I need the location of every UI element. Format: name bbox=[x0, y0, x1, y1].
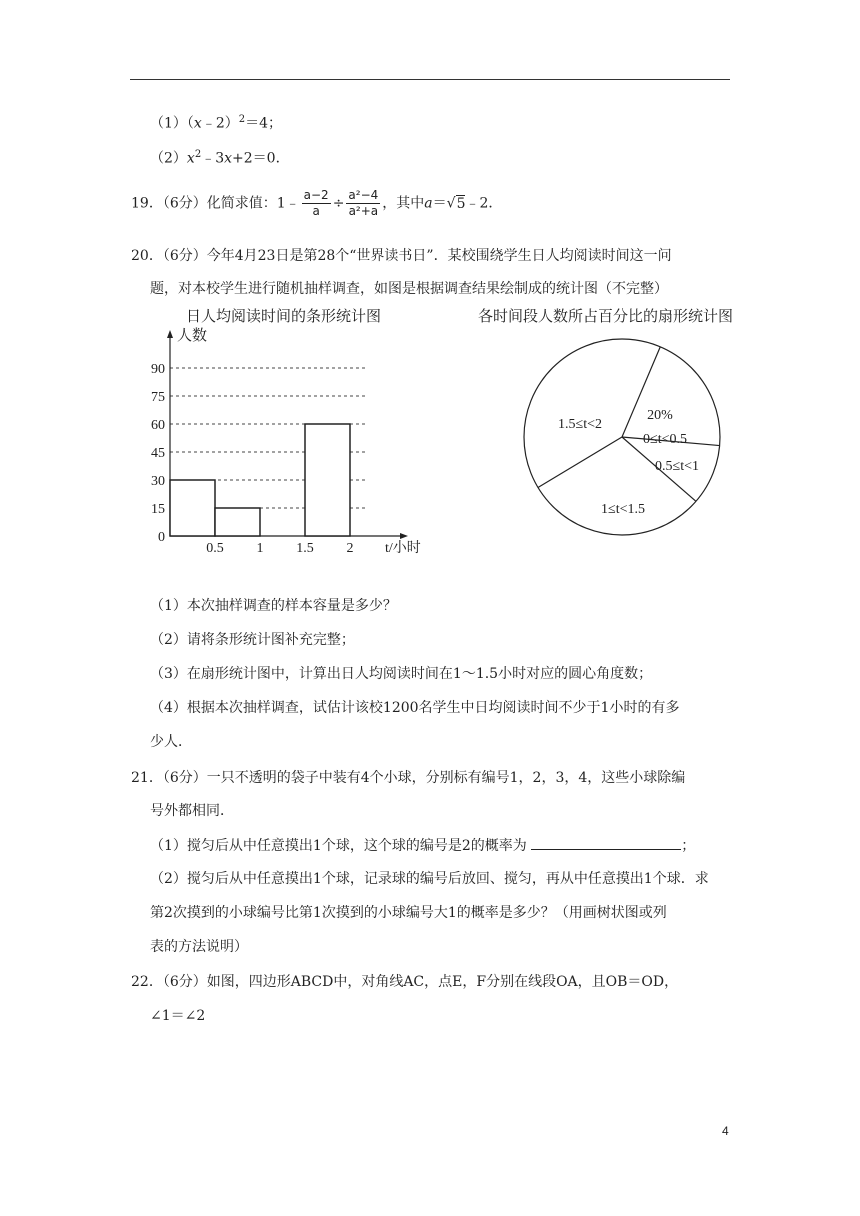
bar-chart bbox=[130, 318, 450, 563]
q20-sub-4b: 少人． bbox=[150, 734, 192, 750]
q21-sub-2c: 表的方法说明） bbox=[150, 939, 248, 955]
q20-line-2: 题，对本校学生进行随机抽样调查，如图是根据调查结果绘制成的统计图（不完整） bbox=[150, 281, 668, 297]
bar-chart-title: 日人均阅读时间的条形统计图 bbox=[186, 307, 382, 325]
fraction-1: $\frac{a-2}{a}$ bbox=[303, 188, 329, 218]
q20-sub-1: （1）本次抽样调查的样本容量是多少？ bbox=[150, 598, 397, 614]
q20-sub-4a: （4）根据本次抽样调查，试估计该校1200名学生中日均阅读时间不少于1小时的有多 bbox=[150, 700, 680, 716]
q21-sub-2a: （2）搅匀后从中任意摸出1个球，记录球的编号后放回、搅匀，再从中任意摸出1个球．求 bbox=[150, 871, 709, 887]
page-number: 4 bbox=[722, 1124, 729, 1138]
y-axis-label: 人数 bbox=[177, 328, 208, 344]
q18-item-2: $(2)x^2﹣3x+2=0$． bbox=[150, 149, 290, 167]
pie-slice-label: 0≤t<0.5 bbox=[643, 432, 687, 447]
q21-line-2: 号外都相同． bbox=[150, 803, 234, 819]
question-19: 19．（6分）化简求值：1﹣ $\frac{a-2}{a}$ ÷ $\frac{\text{a²−4}}{\text{a²+a}}$ ，其中a＝√5﹣2． bbox=[131, 188, 503, 218]
pie-slice-label: 0.5≤t<1 bbox=[655, 459, 699, 474]
q20-sub-2: （2）请将条形统计图补充完整； bbox=[150, 632, 355, 648]
answer-blank bbox=[531, 835, 681, 850]
fraction-2: $\frac{\text{a²−4}}{\text{a²+a}}$ bbox=[348, 188, 379, 218]
q21-sub-2b: 第2次摸到的小球编号比第1次摸到的小球编号大1的概率是多少？（用画树状图或列 bbox=[150, 905, 667, 921]
x-tick-label: 2 bbox=[346, 541, 354, 556]
header-rule bbox=[130, 79, 730, 80]
q21-sub-1: （1）搅匀后从中任意摸出1个球，这个球的编号是2的概率为 ； bbox=[150, 835, 695, 856]
q20-sub-3: （3）在扇形统计图中，计算出日人均阅读时间在1～1.5小时对应的圆心角度数； bbox=[150, 666, 653, 682]
pie-chart bbox=[510, 325, 740, 555]
y-axis-arrow bbox=[167, 330, 173, 338]
x-tick-label: 1 bbox=[256, 541, 264, 556]
q20-line-1: 20．（6分）今年4月23日是第28个“世界读书日”．某校围绕学生日人均阅读时间这一问 bbox=[131, 248, 672, 264]
x-tick-label: 0.5 bbox=[206, 541, 224, 556]
pie-chart-title: 各时间段人数所占百分比的扇形统计图 bbox=[478, 307, 734, 325]
q18-item-1: （1）（x﹣2）$^2$＝4； bbox=[150, 114, 283, 132]
y-tick-label: 75 bbox=[151, 390, 165, 405]
pie-slice-label: 1.5≤t<2 bbox=[558, 417, 602, 432]
y-tick-label: 45 bbox=[151, 446, 165, 461]
q21-line-1: 21．（6分）一只不透明的袋子中装有4个小球，分别标有编号1，2，3，4，这些小球除编 bbox=[131, 770, 686, 786]
pie-slice-label: 20% bbox=[647, 408, 673, 423]
y-tick-label: 60 bbox=[151, 418, 165, 433]
x-axis-label: t/小时 bbox=[385, 541, 421, 556]
bar bbox=[305, 424, 350, 536]
x-tick-label: 1.5 bbox=[296, 541, 314, 556]
x-axis-arrow bbox=[400, 533, 408, 539]
q22-line-2: ∠1＝∠2 bbox=[150, 1008, 206, 1024]
y-tick-label: 0 bbox=[158, 530, 165, 545]
y-tick-label: 15 bbox=[151, 502, 165, 517]
y-tick-label: 30 bbox=[151, 474, 165, 489]
pie-slice-label: 1≤t<1.5 bbox=[601, 502, 645, 517]
y-tick-label: 90 bbox=[151, 362, 165, 377]
q22-line-1: 22．（6分）如图，四边形ABCD中，对角线AC，点E，F分别在线段OA，且OB＝OD， bbox=[131, 974, 679, 990]
bar bbox=[215, 508, 260, 536]
bar bbox=[170, 480, 215, 536]
